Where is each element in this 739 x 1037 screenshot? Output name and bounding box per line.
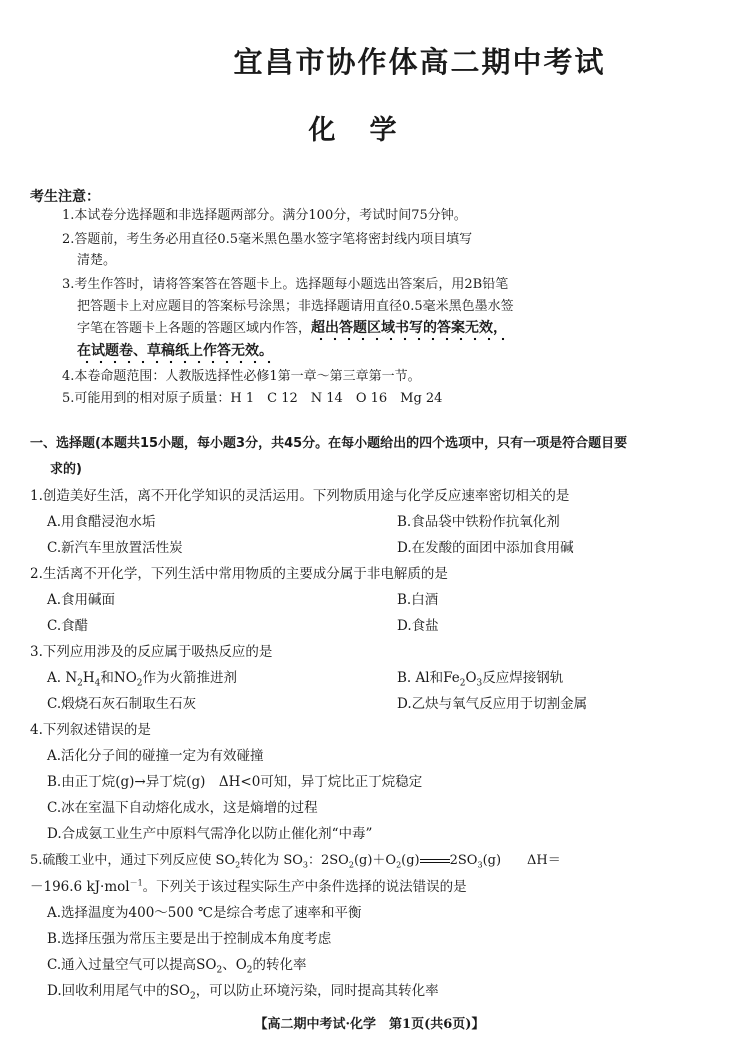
question-4-option-c: C.冰在室温下自动熔化成水，这是熵增的过程 <box>47 800 318 816</box>
question-5-option-b: B.选择压强为常压主要是出于控制成本角度考虑 <box>47 931 332 947</box>
notice-line-5: 5.可能用到的相对原子质量：H 1 C 12 N 14 O 16 Mg 24 <box>62 391 443 406</box>
exam-title: 宜昌市协作体高二期中考试 <box>233 45 606 79</box>
notice-heading: 考生注意： <box>30 189 100 205</box>
notice-line-3-cont-a: 把答题卡上对应题目的答案标号涂黑；非选择题请用直径0.5毫米黑色墨水签 <box>77 299 514 314</box>
notice-emphasis-2: 在试题卷、草稿纸上作答无效。 <box>77 343 273 364</box>
question-1-option-d: D.在发酸的面团中添加食用碱 <box>397 540 574 556</box>
question-5-option-d: D.回收利用尾气中的$SO_2$，可以防止环境污染，同时提高其转化率 <box>47 983 439 1002</box>
page-footer: 【高二期中考试·化学 第1页(共6页)】 <box>254 1017 485 1032</box>
notice-line-3: 3.考生作答时，请将答案答在答题卡上。选择题每小题选出答案后，用2B铅笔 <box>62 277 509 292</box>
section-heading-cont: 求的) <box>50 462 82 477</box>
notice-line-3-cont-b <box>77 319 507 338</box>
question-4-option-d: D.合成氨工业生产中原料气需净化以防止催化剂“中毒” <box>47 826 373 842</box>
question-3-option-c: C.煅烧石灰石制取生石灰 <box>47 696 197 712</box>
notice-line-1: 1.本试卷分选择题和非选择题两部分。满分100分，考试时间75分钟。 <box>62 208 467 223</box>
question-2-option-c: C.食醋 <box>47 618 89 634</box>
question-4-stem: 4.下列叙述错误的是 <box>30 722 151 738</box>
question-4-option-a: A.活化分子间的碰撞一定为有效碰撞 <box>47 748 264 764</box>
exam-subject: 化学 <box>308 115 431 146</box>
question-1-option-c: C.新汽车里放置活性炭 <box>47 540 183 556</box>
question-3-stem: 3.下列应用涉及的反应属于吸热反应的是 <box>30 644 273 660</box>
question-2-stem: 2.生活离不开化学，下列生活中常用物质的主要成分属于非电解质的是 <box>30 566 448 582</box>
question-3-option-a: A. $N_2H_4$和$NO_2$作为火箭推进剂 <box>47 670 238 689</box>
notice-line-4: 4.本卷命题范围：人教版选择性必修1第一章～第三章第一节。 <box>62 369 421 384</box>
question-2-option-d: D.食盐 <box>397 618 439 634</box>
question-5-stem-cont: －196.6 kJ·mol$^{-1}$。下列关于该过程实际生产中条件选择的说法错误的是 <box>30 878 467 895</box>
equilibrium-arrow-icon <box>420 857 450 865</box>
question-1-option-b: B.食品袋中铁粉作抗氧化剂 <box>397 514 560 530</box>
question-5-stem: 5.硫酸工业中，通过下列反应使 $SO_2$转化为 $SO_3$：$2SO_2(g)+O_2(g)$ $2SO_3(g)$ ΔH＝ <box>30 853 561 870</box>
notice-line-2: 2.答题前，考生务必用直径0.5毫米黑色墨水签字笔将密封线内项目填写 <box>62 232 473 247</box>
question-2-option-b: B.白酒 <box>397 592 439 608</box>
question-5-option-c: C.通入过量空气可以提高$SO_2$、$O_2$的转化率 <box>47 957 307 976</box>
question-5-option-a: A.选择温度为400～500 ℃是综合考虑了速率和平衡 <box>47 905 362 921</box>
question-3-option-d: D.乙炔与氧气反应用于切割金属 <box>397 696 588 712</box>
notice-line-3-cont-c <box>77 342 273 361</box>
notice-emphasis-1: 超出答题区域书写的答案无效， <box>311 320 507 341</box>
question-4-option-b: B.由正丁烷(g)→异丁烷(g) ΔH<0可知，异丁烷比正丁烷稳定 <box>47 774 423 790</box>
question-1-option-a: A.用食醋浸泡水垢 <box>47 514 156 530</box>
question-2-option-a: A.食用碱面 <box>47 592 116 608</box>
notice-line-2-cont: 清楚。 <box>77 253 117 268</box>
question-3-option-b: B. Al和$Fe_2O_3$反应焊接钢轨 <box>397 670 564 689</box>
question-1-stem: 1.创造美好生活，离不开化学知识的灵活运用。下列物质用途与化学反应速率密切相关的是 <box>30 488 570 504</box>
section-heading: 一、选择题(本题共15小题，每小题3分，共45分。在每小题给出的四个选项中，只有一项是符合题目要 <box>30 436 628 451</box>
notice-line-3-text: 字笔在答题卡上各题的答题区域内作答， <box>77 321 312 336</box>
